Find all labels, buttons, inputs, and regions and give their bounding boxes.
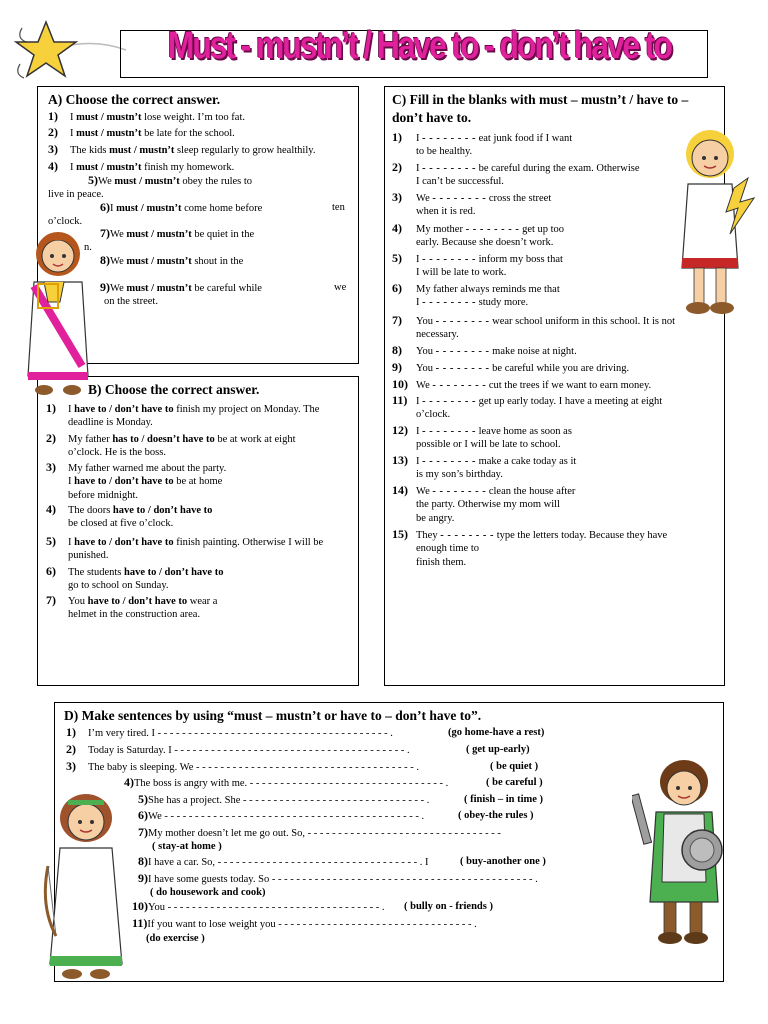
verb-hint — [466, 743, 530, 756]
item-number: 13) — [392, 453, 408, 467]
star-decoration — [8, 18, 128, 88]
fill-blank: - - - - - - - - — [465, 224, 520, 235]
item-text: I — [416, 163, 423, 174]
item-text: be at home — [173, 476, 223, 487]
fill-blank: - - - - - - - - — [422, 456, 476, 467]
item-number: 5) — [88, 173, 98, 187]
fill-blank: - - - - - - - - — [435, 346, 490, 357]
verb-hint — [404, 900, 493, 913]
item-number: 10) — [392, 377, 408, 391]
item-text: cut the trees if we want to earn money. — [486, 380, 652, 391]
section-c-item — [392, 528, 667, 542]
item-continuation — [416, 175, 504, 188]
item-text: cross the street — [486, 193, 552, 204]
section-d-item — [138, 872, 538, 886]
item-text: we — [334, 282, 347, 293]
answer-options: must / mustn’t — [126, 229, 192, 240]
item-continuation — [416, 512, 454, 525]
item-number: 10) — [132, 899, 148, 913]
title-box — [120, 25, 708, 78]
verb-hint — [458, 809, 534, 822]
item-text: the party. Otherwise my mom will — [416, 499, 560, 510]
fill-blank: - - - - - - - - — [422, 396, 476, 407]
item-text: I — [68, 537, 75, 548]
item-number: 4) — [124, 775, 134, 789]
item-number: 6) — [46, 564, 56, 578]
item-text: I — [70, 112, 77, 123]
item-continuation — [416, 296, 528, 309]
item-continuation — [68, 475, 222, 488]
section-d-item — [138, 809, 424, 823]
item-text: helmet in the construction area. — [68, 609, 201, 620]
item-number: 3) — [392, 190, 402, 204]
section-a-item — [48, 160, 234, 174]
section-d-item — [138, 793, 429, 807]
item-text: be angry. — [416, 513, 455, 524]
section-d-item — [138, 855, 428, 869]
section-c-item — [392, 161, 640, 175]
item-number: 8) — [392, 343, 402, 357]
fill-blank: - - - - - - - - — [432, 486, 487, 497]
item-text: to be healthy. — [416, 146, 473, 157]
item-text: My mother doesn’t let me go out. So, - - - - - - - - - - - - - - - - - - - - - - - - - - - - - - - - — [148, 828, 501, 839]
item-text: You — [416, 346, 436, 357]
item-text: I — [416, 456, 423, 467]
item-number: 3) — [66, 759, 76, 773]
item-continuation — [48, 188, 104, 201]
girl-with-harp-illustration — [20, 226, 98, 402]
section-b-item — [46, 503, 212, 517]
item-text: My mother — [416, 224, 466, 235]
verb-hint — [152, 840, 222, 853]
item-continuation — [68, 608, 200, 621]
answer-options: must / mustn’t — [116, 203, 182, 214]
hint-text: (go home-have a rest) — [448, 727, 545, 738]
section-c-heading-2: don’t have to. — [392, 110, 472, 125]
item-number: 2) — [48, 125, 58, 139]
item-number: 9) — [100, 280, 110, 294]
item-continuation — [416, 408, 450, 421]
item-number: 3) — [48, 142, 58, 156]
answer-options: have to / don’t have to — [74, 404, 174, 415]
item-text: deadline is Monday. — [68, 417, 153, 428]
girl-with-bow-illustration — [38, 786, 134, 982]
item-text: be closed at five o’clock. — [68, 518, 174, 529]
item-text: I — [68, 476, 75, 487]
item-continuation — [416, 266, 506, 279]
verb-hint — [460, 855, 546, 868]
item-text: My father — [68, 434, 113, 445]
item-number: 6) — [138, 808, 148, 822]
item-continuation — [416, 498, 560, 511]
item-number: 1) — [48, 109, 58, 123]
hint-text: ( be careful ) — [486, 777, 543, 788]
item-number: 5) — [392, 251, 402, 265]
item-number: 4) — [392, 221, 402, 235]
item-text: be late for the school. — [141, 128, 235, 139]
section-b-item — [46, 461, 226, 475]
section-b-item — [46, 535, 323, 549]
item-text: I — [416, 396, 423, 407]
warrior-with-sword-illustration — [632, 752, 728, 948]
item-number: 15) — [392, 527, 408, 541]
item-text: go to school on Sunday. — [68, 580, 169, 591]
item-text: I have some guests today. So - - - - - - - - - - - - - - - - - - - - - - - - - - - - - - - - - - - - - - - - - - - . — [148, 874, 538, 885]
answer-options: has to / doesn’t have to — [112, 434, 215, 445]
item-text: before midnight. — [68, 490, 138, 501]
section-a-item — [100, 227, 254, 241]
section-c-item — [392, 191, 551, 205]
item-text: We — [416, 193, 433, 204]
answer-options: have to / don’t have to — [124, 567, 224, 578]
section-d-item — [66, 760, 419, 774]
item-number: 12) — [392, 423, 408, 437]
zeus-with-lightning-illustration — [674, 118, 756, 318]
section-b-item — [46, 594, 217, 608]
item-continuation — [416, 328, 459, 341]
item-text: wear school uniform in this school. It is not — [489, 316, 676, 327]
item-text: I have a car. So, - - - - - - - - - - - - - - - - - - - - - - - - - - - - - - - - - . I — [148, 857, 429, 868]
item-text: be careful while — [191, 283, 262, 294]
item-text: n. — [84, 242, 92, 253]
section-c-item — [392, 282, 560, 296]
item-text: get up early today. I have a meeting at eight — [475, 396, 663, 407]
section-a-item — [48, 110, 245, 124]
item-text: You — [416, 363, 436, 374]
item-text: I can’t be successful. — [416, 176, 504, 187]
item-text: ten — [332, 202, 345, 213]
fill-blank: - - - - - - - - — [432, 193, 487, 204]
item-text: My father always reminds me that — [416, 284, 560, 295]
item-continuation — [68, 416, 153, 429]
item-number: 9) — [392, 360, 402, 374]
section-c-item — [392, 314, 675, 328]
section-a-item — [48, 126, 235, 140]
fill-blank: - - - - - - - - — [440, 530, 495, 541]
item-number: 5) — [138, 792, 148, 806]
fill-blank: - - - - - - - - — [422, 426, 476, 437]
item-text: The baby is sleeping. We - - - - - - - - - - - - - - - - - - - - - - - - - - - - - - - - - - - - . — [88, 762, 420, 773]
item-text: be quiet in the — [191, 229, 255, 240]
section-c-item — [392, 344, 577, 358]
item-number: 7) — [100, 226, 110, 240]
fill-blank: - - - - - - - - — [432, 380, 487, 391]
item-continuation — [416, 236, 553, 249]
item-number: 3) — [46, 460, 56, 474]
item-number: 1) — [46, 401, 56, 415]
item-text: make noise at night. — [489, 346, 577, 357]
item-text: sleep regularly to grow healthily. — [174, 145, 316, 156]
item-text: when it is red. — [416, 206, 476, 217]
item-text: We — [110, 283, 127, 294]
fill-blank: - - - - - - - - — [422, 254, 476, 265]
item-text: They — [416, 530, 441, 541]
item-text: I’m very tired. I - - - - - - - - - - - - - - - - - - - - - - - - - - - - - - - - - - - - - - . — [88, 728, 393, 739]
fill-blank: - - - - - - - - — [422, 297, 476, 308]
item-text: make a cake today as it — [475, 456, 577, 467]
item-continuation — [416, 468, 503, 481]
item-text: study more. — [478, 297, 529, 308]
item-text: finish my project on Monday. The — [173, 404, 320, 415]
item-number: 6) — [100, 200, 110, 214]
item-continuation — [68, 579, 169, 592]
item-number: 2) — [392, 160, 402, 174]
answer-options: must / mustn’t — [126, 256, 192, 267]
item-text-tail — [332, 201, 345, 214]
section-d-heading: D) Make sentences by using “must – mustn’t or have to – don’t have to”. — [64, 708, 482, 723]
answer-options: have to / don’t have to — [112, 505, 213, 516]
item-number: 11) — [392, 393, 408, 407]
section-d-item — [124, 776, 448, 790]
item-text: o’clock. — [48, 216, 83, 227]
section-c-item — [392, 131, 572, 145]
item-text: type the letters today. Because they have — [494, 530, 668, 541]
item-text: necessary. — [416, 329, 459, 340]
item-text: is my son’s birthday. — [416, 469, 503, 480]
item-text: I — [416, 297, 423, 308]
item-text-tail — [334, 281, 346, 294]
item-text: possible or I will be late to school. — [416, 439, 561, 450]
item-text: We - - - - - - - - - - - - - - - - - - - - - - - - - - - - - - - - - - - - - - - - - - . — [148, 811, 425, 822]
item-text: We — [110, 229, 127, 240]
fill-blank: - - - - - - - - — [422, 163, 476, 174]
item-number: 2) — [46, 431, 56, 445]
item-text: obey the rules to — [179, 176, 253, 187]
item-number: 7) — [138, 825, 148, 839]
section-d-item — [66, 743, 410, 757]
verb-hint — [150, 886, 266, 899]
item-continuation — [68, 446, 166, 459]
verb-hint — [486, 776, 543, 789]
item-number: 2) — [66, 742, 76, 756]
item-number: 4) — [48, 159, 58, 173]
item-text: You - - - - - - - - - - - - - - - - - - - - - - - - - - - - - - - - - - - . — [148, 902, 385, 913]
item-text: I — [416, 254, 423, 265]
hint-text: ( obey-the rules ) — [458, 810, 534, 821]
section-c-item — [392, 484, 575, 498]
answer-options: have to / don’t have to — [74, 476, 174, 487]
section-a-item — [100, 201, 262, 215]
section-d-item — [132, 917, 477, 931]
item-text: You — [68, 596, 88, 607]
item-text: lose weight. I’m too fat. — [141, 112, 245, 123]
section-a-item — [48, 143, 315, 157]
section-b-item — [46, 565, 223, 579]
item-text: My father warned me about the party. — [68, 463, 227, 474]
section-c-item — [392, 454, 576, 468]
item-text: I — [416, 133, 423, 144]
section-d-item — [66, 726, 393, 740]
item-text: punished. — [68, 550, 109, 561]
item-text: I — [70, 128, 77, 139]
section-c-item — [392, 252, 563, 266]
item-text: If you want to lose weight you - - - - - - - - - - - - - - - - - - - - - - - - - - - - - - - - . — [147, 919, 477, 930]
item-text: eat junk food if I want — [475, 133, 573, 144]
sword-icon — [632, 794, 652, 844]
item-number: 4) — [46, 502, 56, 516]
hint-text: ( buy-another one ) — [460, 856, 546, 867]
answer-options: must / mustn’t — [109, 145, 175, 156]
verb-hint — [464, 793, 543, 806]
item-text: live in peace. — [48, 189, 104, 200]
item-number: 8) — [138, 854, 148, 868]
answer-options: have to / don’t have to — [87, 596, 188, 607]
item-text: finish my homework. — [141, 162, 235, 173]
section-c-item — [392, 361, 629, 375]
section-c-item — [392, 424, 572, 438]
item-text: inform my boss that — [475, 254, 563, 265]
item-text: o’clock. — [416, 409, 451, 420]
item-number: 1) — [392, 130, 402, 144]
item-continuation — [68, 489, 138, 502]
section-d-item — [138, 826, 501, 840]
verb-hint — [448, 726, 544, 739]
answer-options: have to / don’t have to — [74, 537, 174, 548]
item-text: We — [110, 256, 127, 267]
item-number: 14) — [392, 483, 408, 497]
item-text: We — [416, 486, 433, 497]
answer-options: must / mustn’t — [76, 162, 142, 173]
item-text: wear a — [187, 596, 218, 607]
item-continuation — [68, 549, 109, 562]
item-text: be careful during the exam. Otherwise — [475, 163, 640, 174]
verb-hint — [146, 932, 205, 945]
fill-blank: - - - - - - - - — [435, 316, 490, 327]
item-number: 9) — [138, 871, 148, 885]
section-a-heading: A) Choose the correct answer. — [48, 92, 221, 107]
section-a-item — [100, 254, 243, 268]
item-text: I — [110, 203, 117, 214]
hint-text: ( be quiet ) — [490, 761, 539, 772]
item-number: 11) — [132, 916, 148, 930]
section-d-item — [132, 900, 385, 914]
answer-options: must / mustn’t — [76, 128, 142, 139]
answer-options: must / mustn’t — [76, 112, 142, 123]
item-text: The boss is angry with me. - - - - - - - - - - - - - - - - - - - - - - - - - - - - - - - - . — [134, 778, 449, 789]
hint-text: ( do housework and cook) — [150, 887, 266, 898]
item-continuation — [416, 205, 476, 218]
item-text: The doors — [68, 505, 113, 516]
section-b-heading: B) Choose the correct answer. — [88, 382, 260, 397]
item-text: be at work at eight — [214, 434, 296, 445]
verb-hint — [490, 760, 538, 773]
section-a-item — [88, 174, 252, 188]
section-b-item — [46, 402, 319, 416]
item-text: finish painting. Otherwise I will be — [173, 537, 324, 548]
item-text: I — [416, 426, 423, 437]
item-continuation — [416, 556, 466, 569]
hint-text: ( finish – in time ) — [464, 794, 544, 805]
item-text: I will be late to work. — [416, 267, 507, 278]
section-c-heading-1: C) Fill in the blanks with must – mustn’t / have to – — [392, 92, 689, 107]
hint-text: ( get up-early) — [466, 744, 530, 755]
hint-text: ( bully on - friends ) — [404, 901, 493, 912]
item-text: be careful while you are driving. — [489, 363, 630, 374]
item-text: enough time to — [416, 543, 479, 554]
section-c-item — [392, 222, 564, 236]
section-c-item — [392, 378, 651, 392]
item-text: o’clock. He is the boss. — [68, 447, 166, 458]
answer-options: must / mustn’t — [114, 176, 180, 187]
item-number: 8) — [100, 253, 110, 267]
item-text: get up too — [519, 224, 565, 235]
item-text: clean the house after — [486, 486, 576, 497]
item-text: Today is Saturday. I - - - - - - - - - - - - - - - - - - - - - - - - - - - - - - - - - - - - - - . — [88, 745, 410, 756]
item-continuation — [416, 542, 479, 555]
item-number: 7) — [46, 593, 56, 607]
item-text: I — [68, 404, 75, 415]
item-text: leave home as soon as — [475, 426, 572, 437]
fill-blank: - - - - - - - - — [422, 133, 476, 144]
section-a-item — [100, 281, 262, 295]
section-c-item — [392, 394, 662, 408]
star-icon — [16, 22, 76, 76]
item-text: She has a project. She - - - - - - - - - - - - - - - - - - - - - - - - - - - - - - . — [148, 795, 430, 806]
answer-options: must / mustn’t — [126, 283, 192, 294]
item-text: We — [416, 380, 433, 391]
item-text: I — [70, 162, 77, 173]
item-text: on the street. — [104, 296, 158, 307]
section-b-item — [46, 432, 295, 446]
item-continuation — [416, 438, 561, 451]
item-text: shout in the — [191, 256, 244, 267]
item-continuation — [104, 295, 158, 308]
item-text: We — [98, 176, 115, 187]
item-text: finish them. — [416, 557, 467, 568]
item-continuation — [68, 517, 173, 530]
item-continuation — [416, 145, 472, 158]
item-text: come home before — [181, 203, 263, 214]
item-text: The kids — [70, 145, 110, 156]
item-number: 7) — [392, 313, 402, 327]
item-number: 1) — [66, 725, 76, 739]
item-number: 6) — [392, 281, 402, 295]
item-text: The students — [68, 567, 124, 578]
fill-blank: - - - - - - - - — [435, 363, 490, 374]
item-text: early. Because she doesn’t work. — [416, 237, 554, 248]
hint-text: ( stay-at home ) — [152, 841, 222, 852]
item-number: 5) — [46, 534, 56, 548]
item-text: You — [416, 316, 436, 327]
page-title: Must - mustn’t / Have to - don’t have to — [167, 25, 671, 67]
hint-text: (do exercise ) — [146, 933, 205, 944]
